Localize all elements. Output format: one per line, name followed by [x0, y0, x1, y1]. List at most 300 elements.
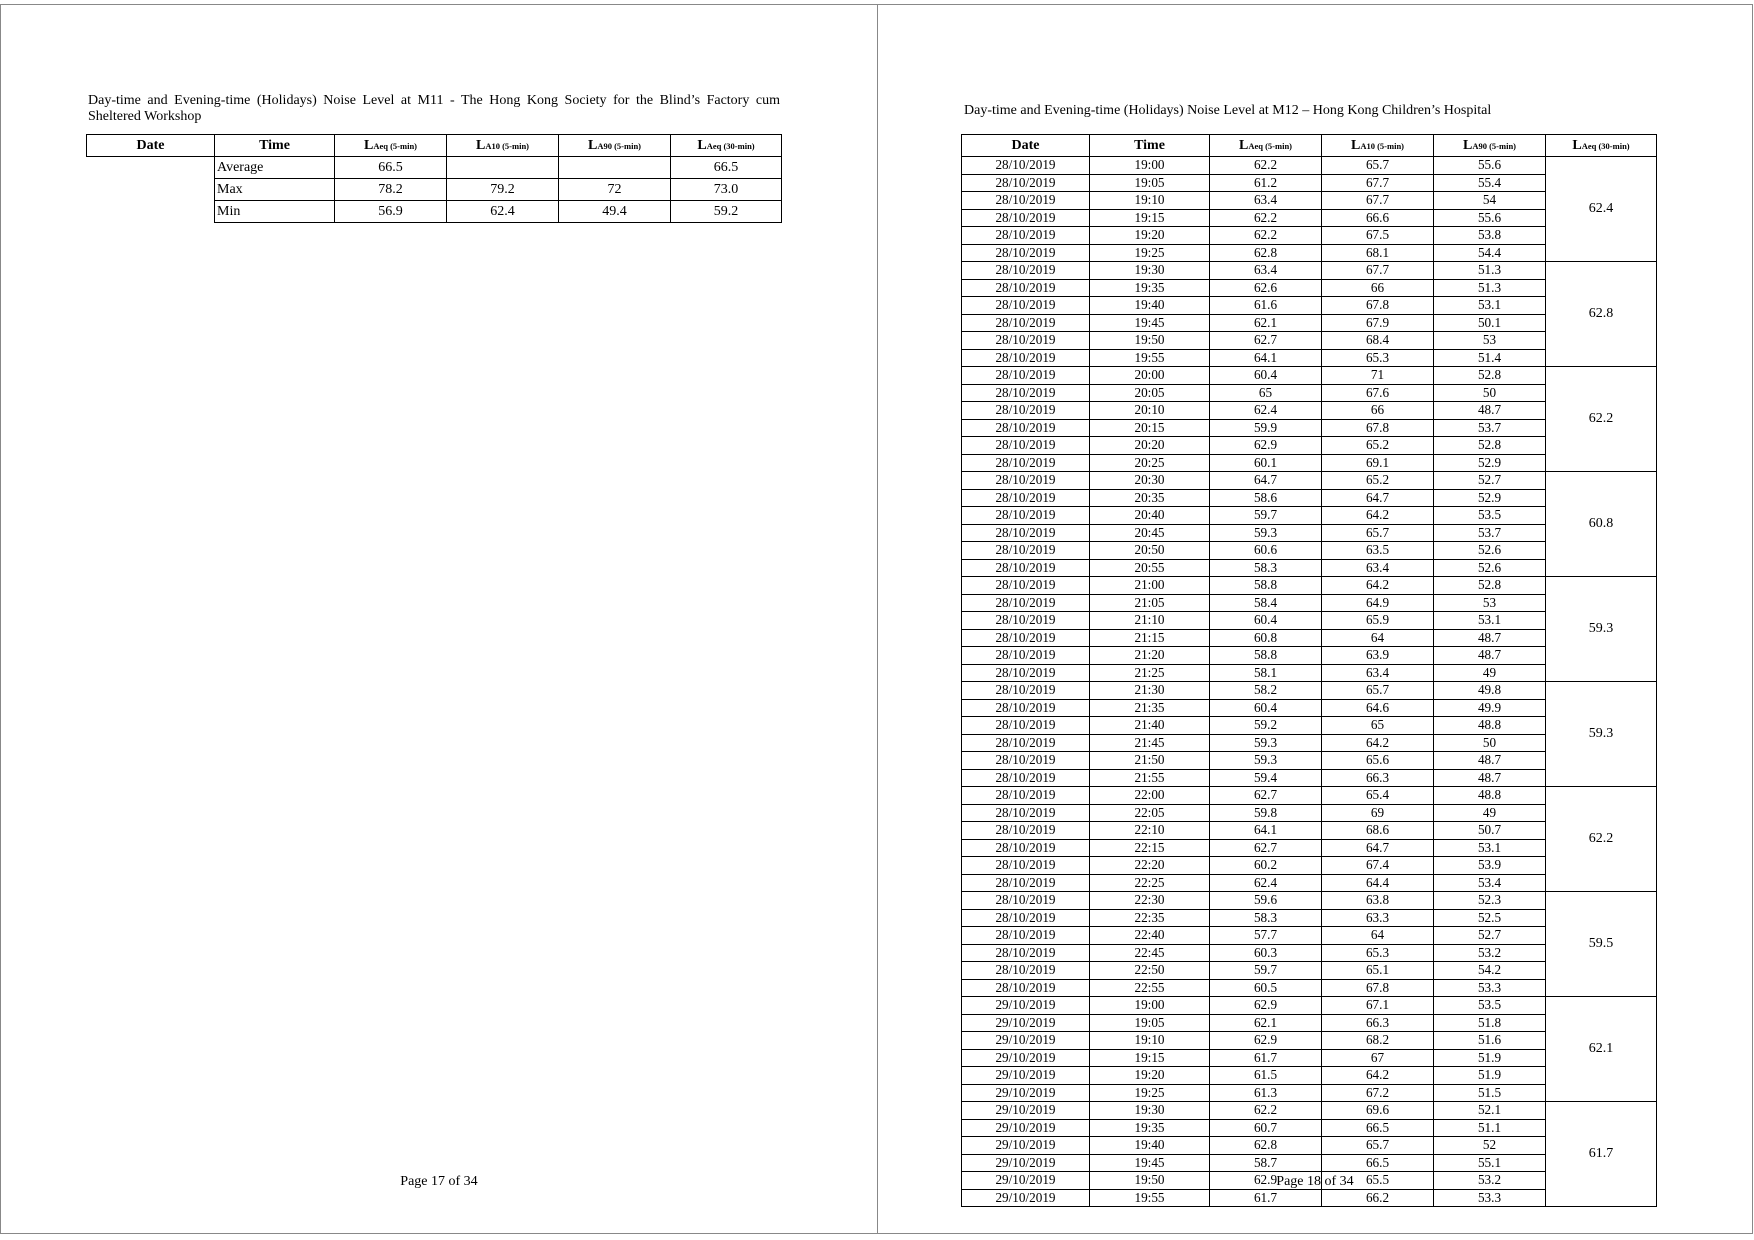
time-cell: 19:55 [1090, 1189, 1210, 1207]
date-cell: 28/10/2019 [962, 804, 1090, 822]
date-cell: 29/10/2019 [962, 1154, 1090, 1172]
summary-label: Min [215, 201, 335, 223]
la90-5min-cell: 53.9 [1434, 857, 1546, 875]
time-cell: 21:50 [1090, 752, 1210, 770]
table-row [962, 682, 1657, 700]
value-cell: 56.9 [335, 201, 447, 223]
laeq-5min-cell: 62.7 [1210, 332, 1322, 350]
time-cell: 19:05 [1090, 1014, 1210, 1032]
table-row [962, 997, 1657, 1015]
m11-header-row [87, 135, 782, 157]
time-cell: 19:40 [1090, 297, 1210, 315]
table-row [962, 157, 1657, 175]
laeq-5min-cell: 64.1 [1210, 349, 1322, 367]
date-cell: 29/10/2019 [962, 1084, 1090, 1102]
la10-5min-cell: 66.3 [1322, 769, 1434, 787]
time-cell: 20:25 [1090, 454, 1210, 472]
date-cell: 28/10/2019 [962, 227, 1090, 245]
la10-5min-cell: 68.1 [1322, 244, 1434, 262]
time-cell: 19:10 [1090, 1032, 1210, 1050]
time-cell: 19:25 [1090, 244, 1210, 262]
laeq-30min-cell: 62.2 [1546, 367, 1657, 472]
summary-label: Average [215, 157, 335, 179]
date-cell: 28/10/2019 [962, 384, 1090, 402]
la90-5min-cell: 52.7 [1434, 927, 1546, 945]
m12-noise-table [961, 134, 1657, 1207]
time-cell: 22:50 [1090, 962, 1210, 980]
date-cell: 29/10/2019 [962, 997, 1090, 1015]
la10-5min-cell: 67.5 [1322, 227, 1434, 245]
la90-5min-cell: 48.7 [1434, 647, 1546, 665]
la10-5min-cell: 63.4 [1322, 664, 1434, 682]
la90-5min-cell: 49.8 [1434, 682, 1546, 700]
la90-5min-cell: 51.5 [1434, 1084, 1546, 1102]
date-cell: 28/10/2019 [962, 507, 1090, 525]
laeq-5min-cell: 62.2 [1210, 157, 1322, 175]
time-cell: 20:15 [1090, 419, 1210, 437]
date-cell: 28/10/2019 [962, 157, 1090, 175]
la90-5min-cell: 53.3 [1434, 1189, 1546, 1207]
time-cell: 19:15 [1090, 1049, 1210, 1067]
la90-5min-cell: 52.7 [1434, 472, 1546, 490]
la10-5min-cell: 63.5 [1322, 542, 1434, 560]
laeq-5min-cell: 60.5 [1210, 979, 1322, 997]
laeq-5min-cell: 59.6 [1210, 892, 1322, 910]
time-cell: 19:35 [1090, 279, 1210, 297]
laeq-5min-cell: 61.6 [1210, 297, 1322, 315]
column-header [1322, 135, 1434, 157]
column-header-label: L [1572, 137, 1582, 153]
column-header [87, 135, 215, 157]
laeq-5min-cell: 65 [1210, 384, 1322, 402]
laeq-30min-cell: 61.7 [1546, 1102, 1657, 1207]
time-cell: 20:50 [1090, 542, 1210, 560]
time-cell: 21:20 [1090, 647, 1210, 665]
time-cell: 19:45 [1090, 1154, 1210, 1172]
laeq-5min-cell: 62.7 [1210, 787, 1322, 805]
time-cell: 19:05 [1090, 174, 1210, 192]
time-cell: 19:20 [1090, 1067, 1210, 1085]
date-cell: 28/10/2019 [962, 612, 1090, 630]
la90-5min-cell: 53.8 [1434, 227, 1546, 245]
laeq-5min-cell: 58.2 [1210, 682, 1322, 700]
la90-5min-cell: 53.2 [1434, 1172, 1546, 1190]
m11-table-title: Day-time and Evening-time (Holidays) Noise Level at M11 - The Hong Kong Society for the Blind’s Factory cum Sheltered Workshop [88, 93, 780, 124]
la10-5min-cell: 71 [1322, 367, 1434, 385]
la90-5min-cell: 48.8 [1434, 717, 1546, 735]
la10-5min-cell: 66.6 [1322, 209, 1434, 227]
la10-5min-cell: 64.4 [1322, 874, 1434, 892]
la90-5min-cell: 53.5 [1434, 997, 1546, 1015]
value-cell: 59.2 [671, 201, 782, 223]
la90-5min-cell: 53.7 [1434, 524, 1546, 542]
time-cell: 22:55 [1090, 979, 1210, 997]
laeq-5min-cell: 59.3 [1210, 524, 1322, 542]
la10-5min-cell: 66 [1322, 402, 1434, 420]
la10-5min-cell: 64 [1322, 927, 1434, 945]
value-cell [447, 157, 559, 179]
time-cell: 22:00 [1090, 787, 1210, 805]
date-cell: 28/10/2019 [962, 244, 1090, 262]
column-header-subscript: Aeq (30-min) [1581, 140, 1630, 151]
time-cell: 22:35 [1090, 909, 1210, 927]
la90-5min-cell: 49 [1434, 804, 1546, 822]
date-cell: 28/10/2019 [962, 909, 1090, 927]
laeq-5min-cell: 62.7 [1210, 839, 1322, 857]
laeq-5min-cell: 59.2 [1210, 717, 1322, 735]
time-cell: 19:10 [1090, 192, 1210, 210]
la10-5min-cell: 64.2 [1322, 734, 1434, 752]
value-cell: 66.5 [671, 157, 782, 179]
date-cell: 28/10/2019 [962, 594, 1090, 612]
laeq-5min-cell: 61.5 [1210, 1067, 1322, 1085]
column-header [962, 135, 1090, 157]
date-cell: 28/10/2019 [962, 349, 1090, 367]
la90-5min-cell: 53.2 [1434, 944, 1546, 962]
la90-5min-cell: 53.1 [1434, 839, 1546, 857]
summary-label: Max [215, 179, 335, 201]
la90-5min-cell: 54.2 [1434, 962, 1546, 980]
value-cell: 79.2 [447, 179, 559, 201]
laeq-30min-cell: 59.3 [1546, 577, 1657, 682]
m12-header-row [962, 135, 1657, 157]
laeq-30min-cell: 59.3 [1546, 682, 1657, 787]
la90-5min-cell: 53.3 [1434, 979, 1546, 997]
date-cell: 28/10/2019 [962, 822, 1090, 840]
la90-5min-cell: 49.9 [1434, 699, 1546, 717]
laeq-5min-cell: 60.7 [1210, 1119, 1322, 1137]
laeq-5min-cell: 61.3 [1210, 1084, 1322, 1102]
la10-5min-cell: 67.9 [1322, 314, 1434, 332]
column-header-subscript: Aeq (5-min) [373, 140, 418, 151]
la10-5min-cell: 64.2 [1322, 507, 1434, 525]
value-cell: 62.4 [447, 201, 559, 223]
time-cell: 19:45 [1090, 314, 1210, 332]
m11-noise-table [86, 134, 782, 223]
page-17 [0, 4, 878, 1234]
date-cell: 28/10/2019 [962, 577, 1090, 595]
laeq-5min-cell: 58.7 [1210, 1154, 1322, 1172]
la10-5min-cell: 65.7 [1322, 1137, 1434, 1155]
laeq-5min-cell: 59.8 [1210, 804, 1322, 822]
time-cell: 20:20 [1090, 437, 1210, 455]
la90-5min-cell: 48.7 [1434, 752, 1546, 770]
value-cell: 73.0 [671, 179, 782, 201]
la90-5min-cell: 52.9 [1434, 454, 1546, 472]
table-row [962, 892, 1657, 910]
laeq-5min-cell: 62.4 [1210, 402, 1322, 420]
la90-5min-cell: 50 [1434, 384, 1546, 402]
la10-5min-cell: 67.4 [1322, 857, 1434, 875]
la10-5min-cell: 65.2 [1322, 472, 1434, 490]
la90-5min-cell: 52.8 [1434, 577, 1546, 595]
la90-5min-cell: 50 [1434, 734, 1546, 752]
la90-5min-cell: 52.3 [1434, 892, 1546, 910]
la10-5min-cell: 65.9 [1322, 612, 1434, 630]
la10-5min-cell: 67.8 [1322, 979, 1434, 997]
la10-5min-cell: 66.2 [1322, 1189, 1434, 1207]
column-header [1210, 135, 1322, 157]
la10-5min-cell: 68.4 [1322, 332, 1434, 350]
date-cell: 28/10/2019 [962, 752, 1090, 770]
la90-5min-cell: 53.7 [1434, 419, 1546, 437]
time-cell: 21:55 [1090, 769, 1210, 787]
laeq-5min-cell: 62.6 [1210, 279, 1322, 297]
laeq-5min-cell: 62.2 [1210, 1102, 1322, 1120]
date-cell: 29/10/2019 [962, 1014, 1090, 1032]
la10-5min-cell: 64.2 [1322, 577, 1434, 595]
la90-5min-cell: 50.1 [1434, 314, 1546, 332]
time-cell: 20:35 [1090, 489, 1210, 507]
date-cell: 28/10/2019 [962, 927, 1090, 945]
time-cell: 20:10 [1090, 402, 1210, 420]
la10-5min-cell: 66.5 [1322, 1119, 1434, 1137]
la10-5min-cell: 65.3 [1322, 349, 1434, 367]
laeq-5min-cell: 62.1 [1210, 1014, 1322, 1032]
column-header-label: L [1238, 137, 1249, 153]
date-cell: 29/10/2019 [962, 1172, 1090, 1190]
la90-5min-cell: 55.1 [1434, 1154, 1546, 1172]
la10-5min-cell: 64.7 [1322, 839, 1434, 857]
column-header-label: Time [1134, 137, 1165, 153]
laeq-5min-cell: 58.3 [1210, 909, 1322, 927]
laeq-5min-cell: 63.4 [1210, 192, 1322, 210]
la90-5min-cell: 53.1 [1434, 297, 1546, 315]
la90-5min-cell: 52.8 [1434, 437, 1546, 455]
column-header-label: L [363, 137, 374, 153]
date-cell: 29/10/2019 [962, 1032, 1090, 1050]
time-cell: 22:25 [1090, 874, 1210, 892]
la90-5min-cell: 49 [1434, 664, 1546, 682]
la90-5min-cell: 52.9 [1434, 489, 1546, 507]
la90-5min-cell: 53.1 [1434, 612, 1546, 630]
laeq-5min-cell: 59.3 [1210, 734, 1322, 752]
laeq-5min-cell: 61.2 [1210, 174, 1322, 192]
la10-5min-cell: 66 [1322, 279, 1434, 297]
la10-5min-cell: 65.7 [1322, 682, 1434, 700]
date-cell: 28/10/2019 [962, 647, 1090, 665]
la90-5min-cell: 53.5 [1434, 507, 1546, 525]
date-cell: 29/10/2019 [962, 1119, 1090, 1137]
laeq-5min-cell: 63.4 [1210, 262, 1322, 280]
laeq-30min-cell: 59.5 [1546, 892, 1657, 997]
date-cell: 28/10/2019 [962, 209, 1090, 227]
table-row [962, 472, 1657, 490]
time-cell: 21:10 [1090, 612, 1210, 630]
column-header-subscript: A90 (5-min) [1472, 140, 1517, 151]
laeq-30min-cell: 60.8 [1546, 472, 1657, 577]
date-cell-empty [87, 179, 215, 201]
date-cell: 28/10/2019 [962, 629, 1090, 647]
value-cell: 72 [559, 179, 671, 201]
laeq-5min-cell: 57.7 [1210, 927, 1322, 945]
time-cell: 22:45 [1090, 944, 1210, 962]
date-cell: 28/10/2019 [962, 402, 1090, 420]
la90-5min-cell: 51.9 [1434, 1049, 1546, 1067]
page-18 [877, 4, 1753, 1234]
column-header [335, 135, 447, 157]
laeq-5min-cell: 62.4 [1210, 874, 1322, 892]
date-cell: 29/10/2019 [962, 1137, 1090, 1155]
date-cell: 28/10/2019 [962, 314, 1090, 332]
column-header-label: L [587, 137, 598, 153]
laeq-5min-cell: 59.7 [1210, 507, 1322, 525]
date-cell: 28/10/2019 [962, 174, 1090, 192]
column-header-subscript: Aeq (5-min) [1248, 140, 1293, 151]
la10-5min-cell: 65.6 [1322, 752, 1434, 770]
laeq-5min-cell: 62.9 [1210, 997, 1322, 1015]
la90-5min-cell: 55.6 [1434, 209, 1546, 227]
time-cell: 20:30 [1090, 472, 1210, 490]
la90-5min-cell: 50.7 [1434, 822, 1546, 840]
laeq-5min-cell: 60.4 [1210, 367, 1322, 385]
la90-5min-cell: 55.4 [1434, 174, 1546, 192]
la10-5min-cell: 64 [1322, 629, 1434, 647]
date-cell: 28/10/2019 [962, 559, 1090, 577]
la90-5min-cell: 51.8 [1434, 1014, 1546, 1032]
la90-5min-cell: 51.3 [1434, 262, 1546, 280]
la90-5min-cell: 52.5 [1434, 909, 1546, 927]
la90-5min-cell: 48.7 [1434, 402, 1546, 420]
time-cell: 22:15 [1090, 839, 1210, 857]
date-cell: 29/10/2019 [962, 1189, 1090, 1207]
date-cell: 28/10/2019 [962, 839, 1090, 857]
table-row [962, 367, 1657, 385]
laeq-5min-cell: 58.6 [1210, 489, 1322, 507]
la90-5min-cell: 52.6 [1434, 542, 1546, 560]
table-row [962, 262, 1657, 280]
la10-5min-cell: 65.5 [1322, 1172, 1434, 1190]
table-row [962, 1102, 1657, 1120]
laeq-5min-cell: 58.8 [1210, 577, 1322, 595]
date-cell: 28/10/2019 [962, 472, 1090, 490]
date-cell: 28/10/2019 [962, 419, 1090, 437]
laeq-5min-cell: 60.1 [1210, 454, 1322, 472]
la90-5min-cell: 54.4 [1434, 244, 1546, 262]
column-header [559, 135, 671, 157]
date-cell: 28/10/2019 [962, 682, 1090, 700]
date-cell: 28/10/2019 [962, 454, 1090, 472]
page-number: Page 17 of 34 [400, 1174, 478, 1189]
column-header-label: L [1462, 137, 1473, 153]
column-header-label: Date [1011, 137, 1040, 153]
column-header-label: Time [259, 137, 290, 153]
la10-5min-cell: 65.2 [1322, 437, 1434, 455]
laeq-30min-cell: 62.8 [1546, 262, 1657, 367]
la10-5min-cell: 65.3 [1322, 944, 1434, 962]
laeq-5min-cell: 60.3 [1210, 944, 1322, 962]
value-cell [559, 157, 671, 179]
la10-5min-cell: 64.6 [1322, 699, 1434, 717]
laeq-5min-cell: 62.2 [1210, 227, 1322, 245]
laeq-5min-cell: 59.4 [1210, 769, 1322, 787]
la10-5min-cell: 67.7 [1322, 192, 1434, 210]
date-cell: 28/10/2019 [962, 262, 1090, 280]
laeq-5min-cell: 60.6 [1210, 542, 1322, 560]
la10-5min-cell: 67.6 [1322, 384, 1434, 402]
date-cell: 28/10/2019 [962, 944, 1090, 962]
la10-5min-cell: 65.4 [1322, 787, 1434, 805]
laeq-5min-cell: 62.8 [1210, 244, 1322, 262]
laeq-30min-cell: 62.2 [1546, 787, 1657, 892]
la90-5min-cell: 52.1 [1434, 1102, 1546, 1120]
date-cell: 29/10/2019 [962, 1067, 1090, 1085]
laeq-5min-cell: 58.4 [1210, 594, 1322, 612]
la10-5min-cell: 65 [1322, 717, 1434, 735]
la90-5min-cell: 52.6 [1434, 559, 1546, 577]
date-cell: 28/10/2019 [962, 437, 1090, 455]
la10-5min-cell: 67.8 [1322, 419, 1434, 437]
column-header-label: L [697, 137, 707, 153]
la10-5min-cell: 65.7 [1322, 157, 1434, 175]
time-cell: 19:30 [1090, 262, 1210, 280]
la10-5min-cell: 64.9 [1322, 594, 1434, 612]
time-cell: 19:50 [1090, 332, 1210, 350]
la10-5min-cell: 69.6 [1322, 1102, 1434, 1120]
la10-5min-cell: 67.7 [1322, 174, 1434, 192]
value-cell: 78.2 [335, 179, 447, 201]
laeq-5min-cell: 64.7 [1210, 472, 1322, 490]
column-header [447, 135, 559, 157]
la90-5min-cell: 48.7 [1434, 769, 1546, 787]
la10-5min-cell: 67.2 [1322, 1084, 1434, 1102]
time-cell: 19:40 [1090, 1137, 1210, 1155]
la10-5min-cell: 65.7 [1322, 524, 1434, 542]
time-cell: 19:25 [1090, 1084, 1210, 1102]
la90-5min-cell: 51.9 [1434, 1067, 1546, 1085]
date-cell: 29/10/2019 [962, 1049, 1090, 1067]
time-cell: 21:15 [1090, 629, 1210, 647]
column-header [671, 135, 782, 157]
time-cell: 22:10 [1090, 822, 1210, 840]
time-cell: 20:45 [1090, 524, 1210, 542]
time-cell: 19:55 [1090, 349, 1210, 367]
time-cell: 22:20 [1090, 857, 1210, 875]
time-cell: 19:50 [1090, 1172, 1210, 1190]
date-cell: 28/10/2019 [962, 542, 1090, 560]
date-cell: 28/10/2019 [962, 367, 1090, 385]
time-cell: 19:30 [1090, 1102, 1210, 1120]
date-cell: 28/10/2019 [962, 297, 1090, 315]
date-cell: 28/10/2019 [962, 769, 1090, 787]
time-cell: 20:05 [1090, 384, 1210, 402]
laeq-30min-cell: 62.4 [1546, 157, 1657, 262]
la10-5min-cell: 63.3 [1322, 909, 1434, 927]
summary-row [87, 179, 782, 201]
date-cell: 28/10/2019 [962, 524, 1090, 542]
la90-5min-cell: 53 [1434, 594, 1546, 612]
time-cell: 19:00 [1090, 157, 1210, 175]
la90-5min-cell: 48.7 [1434, 629, 1546, 647]
time-cell: 19:00 [1090, 997, 1210, 1015]
column-header-label: L [475, 137, 486, 153]
la10-5min-cell: 63.8 [1322, 892, 1434, 910]
column-header-subscript: A90 (5-min) [597, 140, 642, 151]
la10-5min-cell: 67.8 [1322, 297, 1434, 315]
la10-5min-cell: 63.9 [1322, 647, 1434, 665]
la90-5min-cell: 54 [1434, 192, 1546, 210]
la10-5min-cell: 64.7 [1322, 489, 1434, 507]
la10-5min-cell: 63.4 [1322, 559, 1434, 577]
table-row [962, 577, 1657, 595]
la10-5min-cell: 66.5 [1322, 1154, 1434, 1172]
laeq-5min-cell: 60.4 [1210, 699, 1322, 717]
la90-5min-cell: 48.8 [1434, 787, 1546, 805]
column-header-subscript: Aeq (30-min) [706, 140, 755, 151]
la90-5min-cell: 52 [1434, 1137, 1546, 1155]
la90-5min-cell: 51.1 [1434, 1119, 1546, 1137]
laeq-5min-cell: 64.1 [1210, 822, 1322, 840]
